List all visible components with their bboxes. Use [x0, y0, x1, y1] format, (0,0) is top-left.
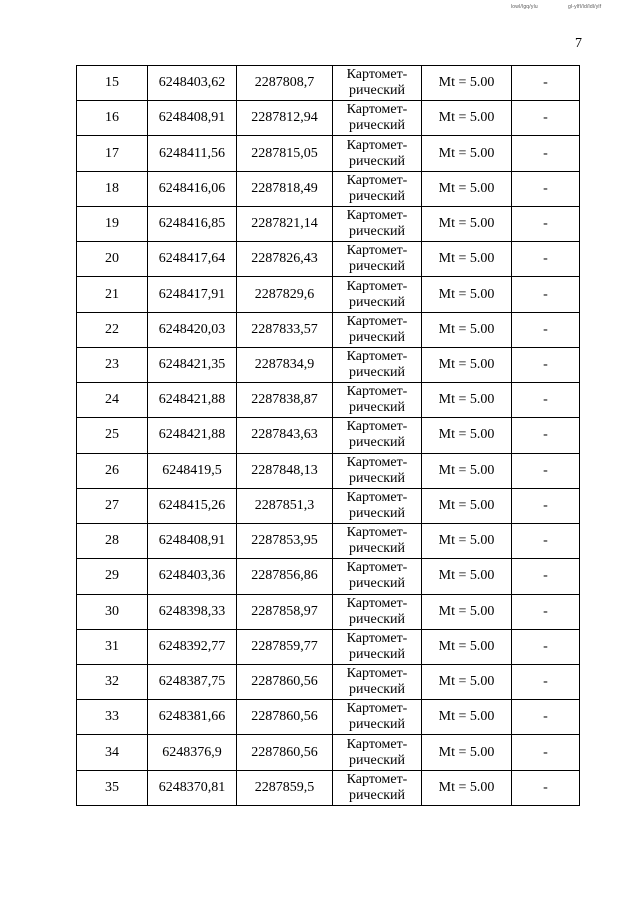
method-line-1: Картомет- — [346, 771, 408, 787]
method-line-1: Картомет- — [346, 419, 408, 435]
method-line-2: рический — [348, 787, 406, 803]
y-coordinate-cell: 2287829,6 — [237, 277, 333, 312]
method-line-2: рический — [348, 752, 406, 768]
x-coordinate-cell: 6248415,26 — [148, 488, 237, 523]
point-number-cell: 34 — [77, 735, 148, 770]
note-cell: - — [512, 770, 580, 805]
method-cell — [333, 488, 422, 523]
method-cell — [333, 383, 422, 418]
point-number-cell: 29 — [77, 559, 148, 594]
point-number-cell: 16 — [77, 101, 148, 136]
method-line-2: рический — [348, 329, 406, 345]
table-row — [77, 735, 580, 770]
method-line-1: Картомет- — [346, 172, 408, 188]
accuracy-cell: Mt = 5.00 — [422, 66, 512, 101]
point-number-cell: 22 — [77, 312, 148, 347]
method-cell — [333, 136, 422, 171]
table-row — [77, 418, 580, 453]
method-line-2: рический — [348, 83, 406, 99]
point-number-cell: 21 — [77, 277, 148, 312]
method-cell — [333, 700, 422, 735]
method-line-1: Картомет- — [346, 137, 408, 153]
note-cell: - — [512, 242, 580, 277]
table-row — [77, 171, 580, 206]
method-line-1: Картомет- — [346, 630, 408, 646]
y-coordinate-cell: 2287812,94 — [237, 101, 333, 136]
accuracy-cell: Mt = 5.00 — [422, 453, 512, 488]
x-coordinate-cell: 6248421,35 — [148, 347, 237, 382]
accuracy-cell: Mt = 5.00 — [422, 136, 512, 171]
method-cell — [333, 277, 422, 312]
method-line-2: рический — [348, 188, 406, 204]
table-row — [77, 488, 580, 523]
point-number-cell: 35 — [77, 770, 148, 805]
method-cell — [333, 206, 422, 241]
method-line-1: Картомет- — [346, 666, 408, 682]
x-coordinate-cell: 6248417,64 — [148, 242, 237, 277]
note-cell: - — [512, 524, 580, 559]
accuracy-cell: Mt = 5.00 — [422, 383, 512, 418]
table-row — [77, 347, 580, 382]
method-line-1: Картомет- — [346, 313, 408, 329]
y-coordinate-cell: 2287851,3 — [237, 488, 333, 523]
note-cell: - — [512, 66, 580, 101]
x-coordinate-cell: 6248408,91 — [148, 101, 237, 136]
method-line-2: рический — [348, 470, 406, 486]
table-row — [77, 559, 580, 594]
x-coordinate-cell: 6248416,06 — [148, 171, 237, 206]
y-coordinate-cell: 2287821,14 — [237, 206, 333, 241]
method-line-1: Картомет- — [346, 525, 408, 541]
table-row — [77, 629, 580, 664]
point-number-cell: 17 — [77, 136, 148, 171]
table-row — [77, 66, 580, 101]
method-line-2: рический — [348, 435, 406, 451]
accuracy-cell: Mt = 5.00 — [422, 559, 512, 594]
note-cell: - — [512, 347, 580, 382]
method-line-2: рический — [348, 153, 406, 169]
x-coordinate-cell: 6248392,77 — [148, 629, 237, 664]
method-cell — [333, 66, 422, 101]
x-coordinate-cell: 6248403,62 — [148, 66, 237, 101]
point-number-cell: 27 — [77, 488, 148, 523]
point-number-cell: 28 — [77, 524, 148, 559]
note-cell: - — [512, 664, 580, 699]
method-line-1: Картомет- — [346, 736, 408, 752]
note-cell: - — [512, 171, 580, 206]
method-line-1: Картомет- — [346, 67, 408, 83]
header-stamp-left: lowl/lgq/ylu — [511, 4, 538, 10]
note-cell: - — [512, 277, 580, 312]
note-cell: - — [512, 418, 580, 453]
point-number-cell: 24 — [77, 383, 148, 418]
method-line-1: Картомет- — [346, 102, 408, 118]
x-coordinate-cell: 6248411,56 — [148, 136, 237, 171]
method-line-2: рический — [348, 259, 406, 275]
note-cell: - — [512, 101, 580, 136]
x-coordinate-cell: 6248387,75 — [148, 664, 237, 699]
note-cell: - — [512, 453, 580, 488]
method-line-2: рический — [348, 611, 406, 627]
y-coordinate-cell: 2287848,13 — [237, 453, 333, 488]
point-number-cell: 26 — [77, 453, 148, 488]
y-coordinate-cell: 2287826,43 — [237, 242, 333, 277]
method-line-2: рический — [348, 646, 406, 662]
table-row — [77, 242, 580, 277]
method-line-2: рический — [348, 224, 406, 240]
method-cell — [333, 664, 422, 699]
x-coordinate-cell: 6248381,66 — [148, 700, 237, 735]
method-line-1: Картомет- — [346, 454, 408, 470]
method-line-2: рический — [348, 118, 406, 134]
header-stamp-right: gl-ylfl/ld/ldl/ylf — [568, 4, 602, 10]
point-number-cell: 19 — [77, 206, 148, 241]
y-coordinate-cell: 2287808,7 — [237, 66, 333, 101]
table-row — [77, 101, 580, 136]
x-coordinate-cell: 6248417,91 — [148, 277, 237, 312]
note-cell: - — [512, 559, 580, 594]
coordinates-table — [76, 65, 580, 806]
method-line-1: Картомет- — [346, 208, 408, 224]
note-cell: - — [512, 312, 580, 347]
method-line-2: рический — [348, 541, 406, 557]
x-coordinate-cell: 6248421,88 — [148, 383, 237, 418]
note-cell: - — [512, 629, 580, 664]
method-line-2: рический — [348, 717, 406, 733]
method-line-1: Картомет- — [346, 348, 408, 364]
method-cell — [333, 418, 422, 453]
point-number-cell: 32 — [77, 664, 148, 699]
accuracy-cell: Mt = 5.00 — [422, 700, 512, 735]
accuracy-cell: Mt = 5.00 — [422, 101, 512, 136]
accuracy-cell: Mt = 5.00 — [422, 629, 512, 664]
coordinates-table-body — [77, 66, 580, 806]
method-cell — [333, 242, 422, 277]
method-line-2: рический — [348, 400, 406, 416]
method-cell — [333, 629, 422, 664]
table-row — [77, 312, 580, 347]
accuracy-cell: Mt = 5.00 — [422, 242, 512, 277]
x-coordinate-cell: 6248421,88 — [148, 418, 237, 453]
y-coordinate-cell: 2287834,9 — [237, 347, 333, 382]
table-row — [77, 453, 580, 488]
method-line-1: Картомет- — [346, 489, 408, 505]
method-line-2: рический — [348, 682, 406, 698]
table-row — [77, 383, 580, 418]
point-number-cell: 23 — [77, 347, 148, 382]
method-cell — [333, 453, 422, 488]
method-cell — [333, 770, 422, 805]
accuracy-cell: Mt = 5.00 — [422, 770, 512, 805]
method-line-1: Картомет- — [346, 595, 408, 611]
y-coordinate-cell: 2287856,86 — [237, 559, 333, 594]
x-coordinate-cell: 6248376,9 — [148, 735, 237, 770]
x-coordinate-cell: 6248419,5 — [148, 453, 237, 488]
table-row — [77, 700, 580, 735]
method-cell — [333, 559, 422, 594]
point-number-cell: 20 — [77, 242, 148, 277]
method-line-2: рический — [348, 364, 406, 380]
accuracy-cell: Mt = 5.00 — [422, 524, 512, 559]
y-coordinate-cell: 2287860,56 — [237, 735, 333, 770]
method-line-1: Картомет- — [346, 243, 408, 259]
method-cell — [333, 735, 422, 770]
table-row — [77, 664, 580, 699]
method-line-1: Картомет- — [346, 560, 408, 576]
page-number: 7 — [575, 36, 582, 51]
point-number-cell: 18 — [77, 171, 148, 206]
method-line-1: Картомет- — [346, 701, 408, 717]
accuracy-cell: Mt = 5.00 — [422, 664, 512, 699]
table-row — [77, 206, 580, 241]
method-line-2: рический — [348, 576, 406, 592]
y-coordinate-cell: 2287818,49 — [237, 171, 333, 206]
point-number-cell: 15 — [77, 66, 148, 101]
x-coordinate-cell: 6248408,91 — [148, 524, 237, 559]
table-row — [77, 136, 580, 171]
x-coordinate-cell: 6248370,81 — [148, 770, 237, 805]
x-coordinate-cell: 6248420,03 — [148, 312, 237, 347]
note-cell: - — [512, 206, 580, 241]
method-line-2: рический — [348, 294, 406, 310]
accuracy-cell: Mt = 5.00 — [422, 594, 512, 629]
method-cell — [333, 101, 422, 136]
note-cell: - — [512, 383, 580, 418]
point-number-cell: 31 — [77, 629, 148, 664]
y-coordinate-cell: 2287815,05 — [237, 136, 333, 171]
accuracy-cell: Mt = 5.00 — [422, 488, 512, 523]
x-coordinate-cell: 6248398,33 — [148, 594, 237, 629]
table-row — [77, 524, 580, 559]
accuracy-cell: Mt = 5.00 — [422, 171, 512, 206]
y-coordinate-cell: 2287859,5 — [237, 770, 333, 805]
y-coordinate-cell: 2287853,95 — [237, 524, 333, 559]
method-cell — [333, 594, 422, 629]
y-coordinate-cell: 2287843,63 — [237, 418, 333, 453]
method-line-1: Картомет- — [346, 384, 408, 400]
method-line-1: Картомет- — [346, 278, 408, 294]
method-line-2: рический — [348, 505, 406, 521]
note-cell: - — [512, 136, 580, 171]
table-row — [77, 770, 580, 805]
x-coordinate-cell: 6248416,85 — [148, 206, 237, 241]
table-row — [77, 277, 580, 312]
y-coordinate-cell: 2287860,56 — [237, 664, 333, 699]
y-coordinate-cell: 2287859,77 — [237, 629, 333, 664]
note-cell: - — [512, 700, 580, 735]
method-cell — [333, 171, 422, 206]
y-coordinate-cell: 2287858,97 — [237, 594, 333, 629]
point-number-cell: 30 — [77, 594, 148, 629]
point-number-cell: 33 — [77, 700, 148, 735]
y-coordinate-cell: 2287833,57 — [237, 312, 333, 347]
note-cell: - — [512, 735, 580, 770]
accuracy-cell: Mt = 5.00 — [422, 277, 512, 312]
method-cell — [333, 312, 422, 347]
y-coordinate-cell: 2287838,87 — [237, 383, 333, 418]
accuracy-cell: Mt = 5.00 — [422, 347, 512, 382]
note-cell: - — [512, 488, 580, 523]
method-cell — [333, 524, 422, 559]
accuracy-cell: Mt = 5.00 — [422, 206, 512, 241]
accuracy-cell: Mt = 5.00 — [422, 418, 512, 453]
accuracy-cell: Mt = 5.00 — [422, 735, 512, 770]
x-coordinate-cell: 6248403,36 — [148, 559, 237, 594]
point-number-cell: 25 — [77, 418, 148, 453]
y-coordinate-cell: 2287860,56 — [237, 700, 333, 735]
note-cell: - — [512, 594, 580, 629]
method-cell — [333, 347, 422, 382]
table-row — [77, 594, 580, 629]
accuracy-cell: Mt = 5.00 — [422, 312, 512, 347]
